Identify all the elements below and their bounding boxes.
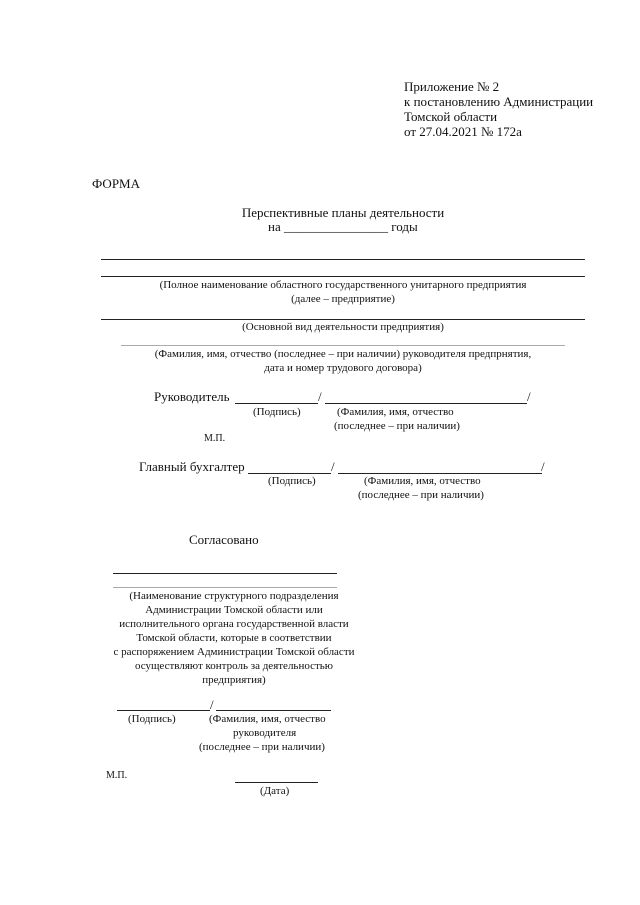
accountant-signature-caption: (Подпись): [268, 475, 316, 487]
agreed-signature-caption: (Подпись): [128, 713, 176, 725]
director-slash: /: [318, 389, 322, 404]
title-years-suffix: годы: [387, 219, 418, 234]
director-label: Руководитель: [154, 389, 230, 404]
agreed-body-2: Администрации Томской области или: [145, 604, 323, 616]
agreed-name-caption-3: (последнее – при наличии): [199, 741, 325, 753]
form-label: ФОРМА: [92, 176, 140, 191]
main-activity-line[interactable]: [101, 319, 585, 320]
title-years: [268, 219, 418, 234]
agreed-org-line-2[interactable]: [113, 587, 337, 588]
agreed-body-3: исполнительного органа государственной власти: [119, 618, 349, 630]
enterprise-name-line-1[interactable]: [101, 259, 585, 260]
page-title: Перспективные планы деятельности: [241, 205, 445, 220]
accountant-name-caption: (Фамилия, имя, отчество: [364, 475, 481, 487]
agreed-stamp: М.П.: [106, 770, 128, 781]
years-blank[interactable]: ________________: [283, 219, 388, 234]
director-info-caption-2: дата и номер трудового договора): [264, 362, 422, 374]
accountant-signature-field[interactable]: [248, 473, 331, 474]
agreed-slash: /: [210, 697, 214, 712]
date-field[interactable]: [235, 782, 318, 783]
enterprise-name-line-2[interactable]: [101, 276, 585, 277]
full-name-caption: (Полное наименование областного государственного унитарного предприятия: [159, 279, 527, 291]
director-name-field[interactable]: [325, 403, 527, 404]
agreed-name-caption-2: руководителя: [233, 727, 297, 739]
title-years-prefix: на: [268, 219, 284, 234]
accountant-slash: /: [331, 459, 335, 474]
accountant-slash-end: /: [541, 459, 545, 474]
director-slash-end: /: [527, 389, 531, 404]
director-signature-caption: (Подпись): [253, 406, 301, 418]
full-name-caption-2: (далее – предприятие): [291, 293, 395, 305]
agreed-body-6: осуществляют контроль за деятельностью: [134, 660, 334, 672]
appendix-number: Приложение № 2: [404, 79, 500, 94]
director-name-caption: (Фамилия, имя, отчество: [337, 406, 454, 418]
date-caption: (Дата): [260, 785, 290, 797]
agreed-label: Согласовано: [189, 532, 259, 547]
appendix-decree: к постановлению Администрации: [404, 94, 594, 109]
accountant-name-field[interactable]: [338, 473, 542, 474]
agreed-signature-field[interactable]: [117, 710, 210, 711]
agreed-name-caption: (Фамилия, имя, отчество: [209, 713, 326, 725]
director-info-caption: (Фамилия, имя, отчество (последнее – при наличии) руководителя предпрнятия,: [154, 348, 532, 360]
agreed-org-line-1[interactable]: [113, 573, 337, 574]
agreed-body-7: предприятия): [202, 674, 266, 686]
main-activity-caption: (Основной вид деятельности предприятия): [242, 321, 444, 333]
director-name-caption-2: (последнее – при наличии): [334, 420, 460, 432]
agreed-body-4: Томской области, которые в соответствии: [136, 632, 332, 644]
director-info-line[interactable]: [121, 345, 565, 346]
director-signature-field[interactable]: [235, 403, 318, 404]
appendix-region: Томской области: [404, 109, 498, 124]
agreed-body-1: (Наименование структурного подразделения: [129, 590, 339, 602]
director-stamp: М.П.: [204, 433, 226, 444]
agreed-name-field[interactable]: [216, 710, 331, 711]
accountant-name-caption-2: (последнее – при наличии): [358, 489, 484, 501]
appendix-date: от 27.04.2021 № 172а: [404, 124, 522, 139]
agreed-body-5: с распоряжением Администрации Томской области: [113, 646, 355, 658]
accountant-label: Главный бухгалтер: [139, 459, 245, 474]
